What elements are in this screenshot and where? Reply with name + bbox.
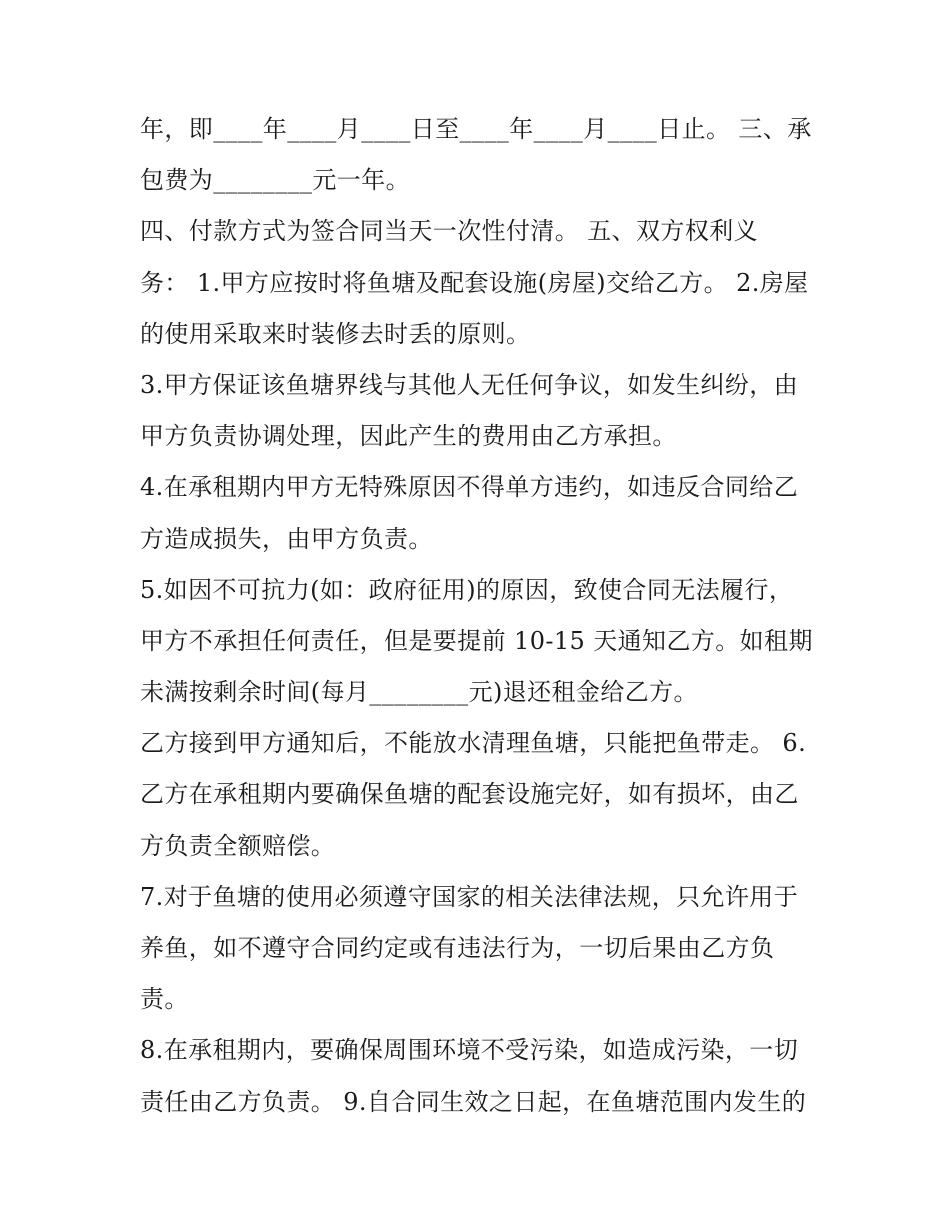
- text-line: 四、付款方式为签合同当天一次性付清。 五、双方权利义: [140, 217, 759, 246]
- text-line: 责。: [140, 985, 189, 1014]
- text-line: 养鱼，如不遵守合同约定或有违法行为，一切后果由乙方负: [140, 934, 775, 962]
- text-line: 包费为________元一年。: [140, 166, 410, 195]
- document-page: [140, 104, 820, 1128]
- text-line: 7.对于鱼塘的使用必须遵守国家的相关法律法规，只允许用于: [140, 882, 799, 911]
- text-line: 务： 1.甲方应按时将鱼塘及配套设施(房屋)交给乙方。 2.房屋: [140, 268, 809, 297]
- text-line: 未满按剩余时间(每月________元)退还租金给乙方。: [140, 678, 698, 707]
- text-line: 3.甲方保证该鱼塘界线与其他人无任何争议，如发生纠纷，由: [140, 370, 799, 399]
- text-line: 乙方在承租期内要确保鱼塘的配套设施完好，如有损坏，由乙: [140, 780, 799, 809]
- text-line: 方造成损失，由甲方负责。: [140, 524, 433, 553]
- text-line: 方负责全额赔偿。: [140, 831, 336, 860]
- text-line: 的使用采取来时装修去时丢的原则。: [140, 319, 531, 348]
- text-line: 乙方接到甲方通知后，不能放水清理鱼塘，只能把鱼带走。 6.: [140, 729, 807, 758]
- text-line: 年，即____年____月____日至____年____月____日止。 三、承: [140, 115, 812, 143]
- text-line: 8.在承租期内，要确保周围环境不受污染，如造成污染，一切: [140, 1036, 799, 1065]
- text-line: 甲方不承担任何责任，但是要提前 10-15 天通知乙方。如租期: [140, 626, 813, 655]
- text-line: 4.在承租期内甲方无特殊原因不得单方违约，如违反合同给乙: [140, 473, 799, 502]
- text-line: 责任由乙方负责。 9.自合同生效之日起，在鱼塘范围内发生的: [140, 1087, 807, 1116]
- text-line: 甲方负责协调处理，因此产生的费用由乙方承担。: [140, 422, 677, 451]
- text-line: 5.如因不可抗力(如：政府征用)的原因，致使合同无法履行，: [140, 575, 794, 604]
